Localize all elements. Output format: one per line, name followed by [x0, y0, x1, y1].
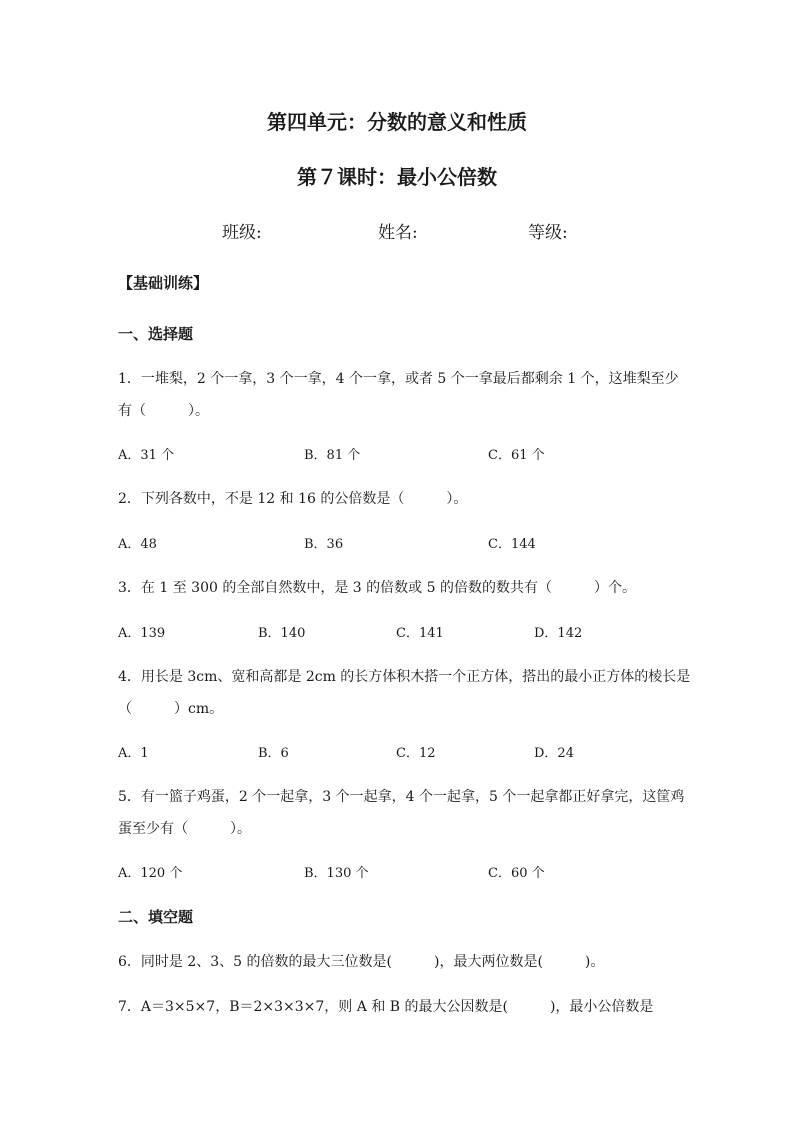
question-6-line-1: 6．同时是 2、3、5 的倍数的最大三位数是( )，最大两位数是( )。: [118, 954, 605, 970]
question-2-option-a: A．48: [118, 537, 157, 552]
question-2-option-b: B．36: [304, 537, 344, 552]
question-3-option-a: A．139: [118, 626, 166, 641]
question-1-line-2: 有（ ）。: [118, 403, 209, 419]
question-1-option-b: B．81 个: [304, 448, 361, 463]
question-1-option-c: C．61 个: [488, 448, 545, 463]
question-3-option-d: D．142: [534, 626, 583, 641]
question-1-line-1: 1．一堆梨，2 个一拿，3 个一拿，4 个一拿，或者 5 个一拿最后都剩余 1 个，这堆梨至少: [118, 371, 679, 387]
question-2-line-1: 2．下列各数中，不是 12 和 16 的公倍数是（ ）。: [118, 491, 468, 507]
name-label: 姓名:: [378, 223, 418, 243]
question-5-option-c: C．60 个: [488, 866, 545, 881]
question-2-option-c: C．144: [488, 537, 536, 552]
question-3-option-b: B．140: [258, 626, 306, 641]
question-1-option-a: A．31 个: [118, 448, 175, 463]
document-title: 第四单元：分数的意义和性质: [267, 110, 527, 134]
grade-label: 等级:: [528, 223, 568, 243]
class-label: 班级:: [222, 223, 262, 243]
question-4-option-d: D．24: [534, 746, 574, 761]
question-3-line-1: 3．在 1 至 300 的全部自然数中，是 3 的倍数或 5 的倍数的数共有（ ）个。: [118, 580, 636, 596]
question-5-option-a: A．120 个: [118, 866, 183, 881]
question-4-option-a: A．1: [118, 746, 149, 761]
section-fill-heading: 二、填空题: [118, 908, 194, 926]
section-choice-heading: 一、选择题: [118, 325, 194, 343]
question-4-line-2: （ ）cm。: [118, 701, 224, 717]
question-4-line-1: 4．用长是 3cm、宽和高都是 2cm 的长方体积木搭一个正方体，搭出的最小正方体的棱长是: [118, 669, 691, 685]
question-4-option-c: C．12: [396, 746, 436, 761]
section-basic-heading: 【基础训练】: [118, 274, 209, 292]
question-3-option-c: C．141: [396, 626, 444, 641]
question-5-line-2: 蛋至少有（ ）。: [118, 821, 251, 837]
question-7-line-1: 7．A＝3×5×7，B＝2×3×3×7，则 A 和 B 的最大公因数是( )，最小公倍数是: [118, 999, 654, 1015]
question-5-option-b: B．130 个: [304, 866, 369, 881]
lesson-subtitle: 第７课时：最小公倍数: [297, 165, 497, 189]
question-5-line-1: 5．有一篮子鸡蛋，2 个一起拿，3 个一起拿，4 个一起拿，5 个一起拿都正好拿完，这筐鸡: [118, 789, 685, 805]
question-4-option-b: B．6: [258, 746, 289, 761]
